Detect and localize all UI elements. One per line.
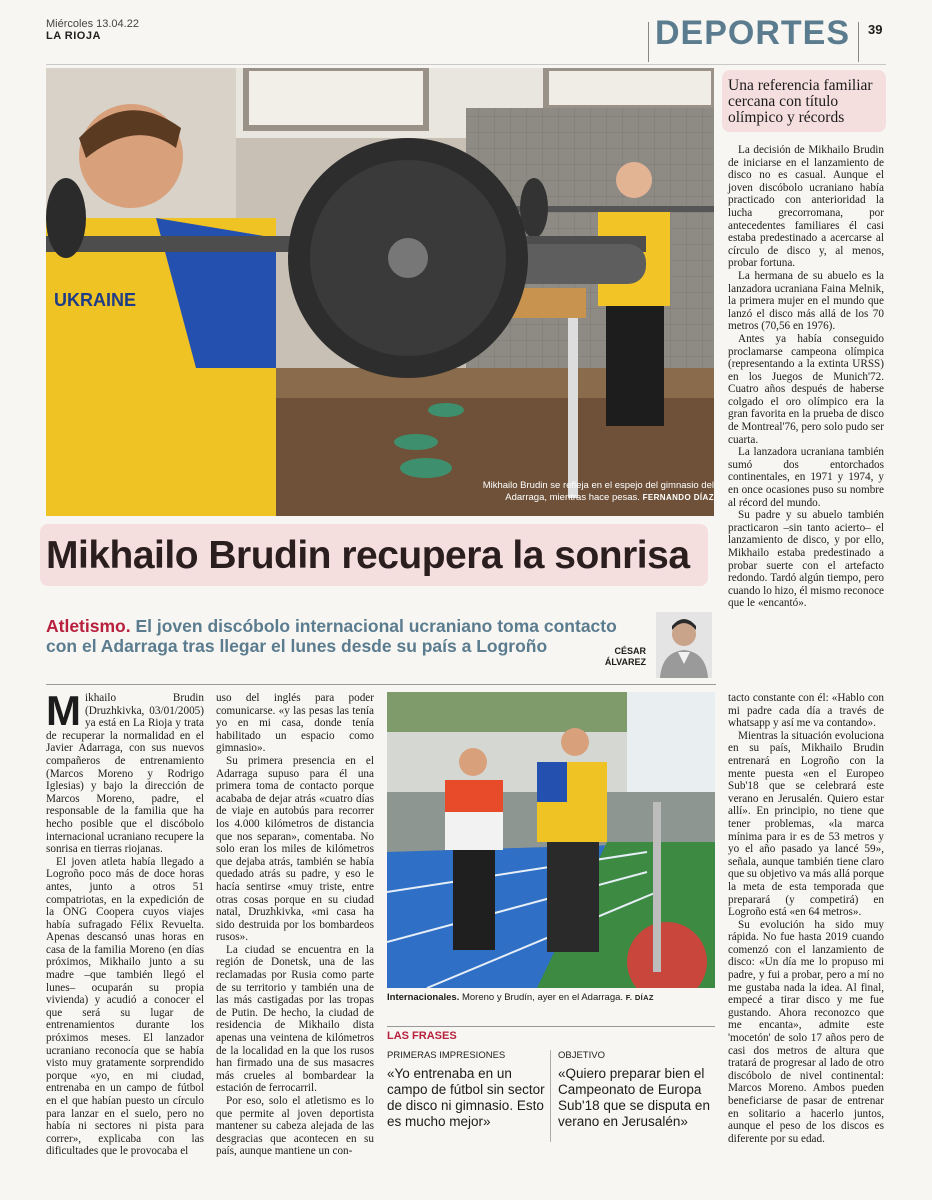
body-paragraph: Mientras la situación evoluciona en su país, Mikhailo Brudin entrenará en Logroño con la mente puesta «en el Europeo Sub'18 que se celebrará este verano en Jerusalén. Quiero estar allí». En principio, no tiene que tener problemas, «la marca mínima para ir es de 53 metros y yo el año pasado ya lancé 59», señala, aunque también tiene claro que su objetivo va más allá porque la meta de esta temporada que preparará (y competirá) en Logroño está «en 64 metros». xyxy=(728,729,884,919)
sidebar-title-box xyxy=(722,70,886,132)
drop-cap: M xyxy=(46,687,81,734)
body-paragraph xyxy=(46,687,204,856)
shirt-text: UKRAINE xyxy=(54,290,137,310)
track-photo-caption xyxy=(387,992,715,1004)
body-column-3 xyxy=(728,692,884,1145)
issue-date: Miércoles 13.04.22 xyxy=(46,18,139,30)
caption-label: Internacionales. xyxy=(387,992,460,1003)
gym-photo-illustration xyxy=(46,68,714,516)
author-photo xyxy=(656,612,712,678)
caption-text: Moreno y Brudín, ayer en el Adarraga. xyxy=(461,992,624,1003)
photo-credit: F. DÍAZ xyxy=(625,993,654,1002)
body-paragraph: El joven atleta había llegado a Logroño poco más de doce horas antes, junto a otros 51 compatriotas, en la expedición de la ONG Coopera cuyos viajes había sufragado Félix Revuelta. Apenas descansó unas horas en casa de la familia Moreno (en días próximos, Mikhailo junto a su madre –que también llegó el lunes– ocuparán su propia vivienda) y acudió a conocer el que será su lugar de entrenamientos durante los próximos meses. El lanzador ucraniano reconocía que se había visto muy gratamente sorprendido porque «yo, en mi ciudad, entrenaba en un campo de fútbol en el que habían puesto un círculo para lanzar en el suelo, pero no había ni sectores ni pista para correr», explicaba con las dificultades que le provocaba el xyxy=(46,855,204,1158)
sidebar-paragraph: La decisión de Mikhailo Brudin de iniciarse en el lanzamiento de disco no es casual. Aunque el joven discóbolo ucraniano había practicado con anterioridad la lucha grecorromana, por antecedentes familiares él casi estaba predestinado a acercarse al círculo de disco y, al menos, probar fortuna. xyxy=(728,144,884,270)
headline: Mikhailo Brudin recupera la sonrisa xyxy=(46,534,690,577)
author-portrait-icon xyxy=(656,612,712,678)
caption-text: Mikhailo Brudin se refleja en el espejo del gimnasio del Adarraga, mientras hace pesas. xyxy=(482,480,714,503)
quote-label: OBJETIVO xyxy=(558,1050,605,1061)
frases-rule xyxy=(387,1026,715,1027)
author-name: CÉSAR ÁLVAREZ xyxy=(604,646,646,667)
body-paragraph: Su evolución ha sido muy rápida. No fue hasta 2019 cuando comenzó con el lanzamiento de disco: «Un día me lo propuso mi padre, y fui a probar, pero a mí no me gustaba nada la idea. Al final, empecé a tirar disco y me fue gustando. Ahora reconozco que me encanta», admite este 'mocetón' de solo 17 años pero de casi dos metros de altura que tratará de progresar al lado de otro discóbolo de nivel continental: Marcos Moreno. Ambos pueden beneficiarse de pasar de entrenar en solitario a hacerlo juntos, aunque el peso de los discos es diferente por su edad. xyxy=(728,918,884,1145)
header-divider xyxy=(858,22,859,62)
section-rule xyxy=(46,684,716,685)
sidebar-paragraph: La hermana de su abuelo es la lanzadora ucraniana Faina Melnik, la primera mujer en el mundo que lanzó el disco más allá de los 70 metros (70,56 en 1976). xyxy=(728,269,884,333)
body-paragraph: Su primera presencia en el Adarraga supuso para él una primera toma de contacto porque acababa de dejar atrás «cuatro días de viaje en autobús para recorrer los 4.000 kilómetros de distancia que nos separan», comentaba. No solo eran los miles de kilómetros que dejaba atrás, también se había quedado atrás su padre, y eso le hacía sentirse «muy triste, entre otras cosas porque en su ciudad natal, Druzhkivka, «mi casa ha sido destruida por los bombardeos rusos». xyxy=(216,754,374,944)
photo-credit: FERNANDO DÍAZ xyxy=(642,493,714,502)
body-paragraph: La ciudad se encuentra en la región de Donetsk, una de las reclamadas por Rusia como parte de su territorio y también una de las más castigadas por las tropas de Putin. De hecho, la ciudad de residencia de Mikhailo dista apenas una veintena de kilómetros de la localidad en la que los rusos han firmado una de sus masacres más crueles al bombardear la estación de ferrocarril. xyxy=(216,943,374,1095)
frases-title: LAS FRASES xyxy=(387,1030,457,1042)
body-text: ikhailo Brudin (Druzhkivka, 03/01/2005) ya está en La Rioja y trata de recuperar la normalidad en el Javier Adarraga, con sus nuevos compañeros de entrenamiento (Marcos Moreno y Rodrigo Iglesias) y bajo la dirección de Marcos Moreno, padre, el responsable de la familia que ha hecho posible que el discóbolo internacional ucraniano recupere la sonrisa en tierras riojanas. xyxy=(46,692,204,856)
pull-quote: «Yo entrenaba en un campo de fútbol sin sector de disco ni gimnasio. Esto es mucho mejor» xyxy=(387,1066,545,1129)
header-rule xyxy=(46,64,886,65)
sidebar-paragraph: La lanzadora ucraniana también sumó dos entorchados continentales, en 1971 y 1974, y en once ocasiones puso su nombre al récord del mundo. xyxy=(728,446,884,509)
deck xyxy=(46,616,646,656)
sidebar-paragraph: Antes ya había conseguido proclamarse campeona olímpica (representando a la extinta URSS) en los Juegos de Munich'72. Cuatro años después de haberse colgado el oro olímpico era la gran favorita en la prueba de disco de Montreal'76, pero solo pudo ser cuarta. xyxy=(728,332,884,446)
sidebar-title: Una referencia familiar cercana con título olímpico y récords xyxy=(728,77,873,126)
body-column-2 xyxy=(216,692,374,1158)
track-photo-illustration xyxy=(387,692,715,988)
newspaper-name: LA RIOJA xyxy=(46,30,101,42)
body-paragraph: uso del inglés para poder comunicarse. «y las pesas las tenía yo en mi casa, donde tenía habilitado un espacio como gimnasio». xyxy=(216,692,374,755)
pull-quote: «Quiero preparar bien el Campeonato de Europa Sub'18 que se disputa en verano en Jerusalén» xyxy=(558,1066,710,1129)
main-photo-caption xyxy=(468,480,714,504)
body-paragraph: tacto constante con él: «Hablo con mi padre cada día a través de whatsapp y así me va contando». xyxy=(728,692,884,730)
body-column-1 xyxy=(46,687,204,1158)
deck-text: El joven discóbolo internacional ucraniano toma contacto con el Adarraga tras llegar el lunes desde su país a Logroño xyxy=(46,616,617,656)
body-paragraph: Por eso, solo el atletismo es lo que permite al joven deportista mantener su cabeza alejada de las desgracias que acontecen en su país, aunque mantiene un con- xyxy=(216,1095,374,1158)
page-number: 39 xyxy=(868,22,883,37)
quote-divider xyxy=(550,1050,551,1142)
main-photo xyxy=(46,68,714,516)
sidebar-text xyxy=(728,144,884,610)
track-photo xyxy=(387,692,715,988)
quote-label: PRIMERAS IMPRESIONES xyxy=(387,1050,506,1061)
sidebar-paragraph: Su padre y su abuelo también practicaron –sin tanto acierto– el lanzamiento de disco, y por ello, Mikhailo estaba predestinado a probar suerte con el artefacto redondo. Tardó algún tiempo, pero cuando lo hizo, él mismo reconoce que le «encantó». xyxy=(728,509,884,610)
section-title: DEPORTES xyxy=(655,14,851,52)
deck-kicker: Atletismo. xyxy=(46,616,131,636)
header-divider xyxy=(648,22,649,62)
